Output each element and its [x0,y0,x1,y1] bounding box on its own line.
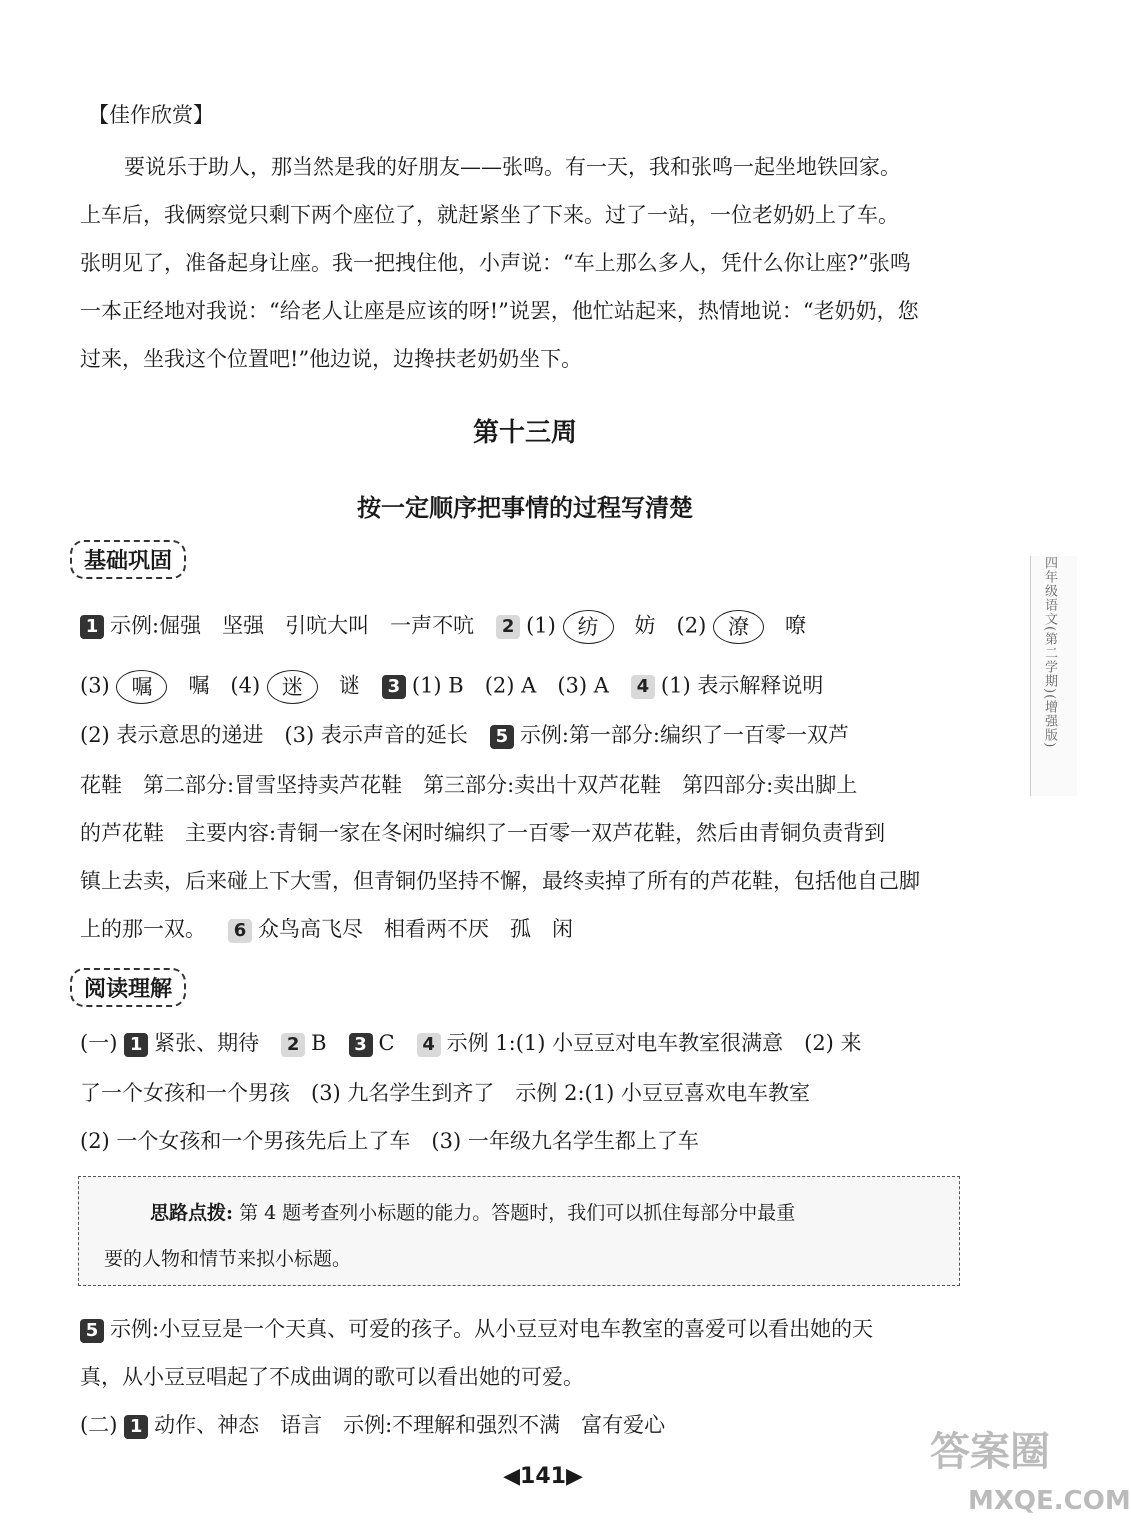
answer-line: 了一个女孩和一个男孩 (3) 九名学生到齐了 示例 2:(1) 小豆豆喜欢电车教室 [80,1081,810,1105]
answer-text: 示例:第一部分:编织了一百零一双芦 [519,723,849,747]
answer-text: 示例:小豆豆是一个天真、可爱的孩子。从小豆豆对电车教室的喜爱可以看出她的天 [110,1317,874,1341]
answer-text: B [311,1031,327,1055]
question-number: 3 [349,1033,373,1057]
answer-text: (3) [80,673,110,698]
week-title: 第十三周 [472,418,577,448]
answer-text: (一) [80,1031,118,1055]
answer-text: 谜 [338,673,360,698]
question-number: 1 [124,1033,148,1057]
paragraph-line: 一本正经地对我说：“给老人让座是应该的呀!”说罢，他忙站起来，热情地说：“老奶奶，您 [80,299,919,323]
answer-line [80,610,806,644]
question-number: 5 [490,725,514,749]
answer-line: 镇上去卖，后来碰上下大雪，但青铜仍坚持不懈，最终卖掉了所有的芦花鞋，包括他自己脚 [80,869,920,893]
answer-text: (1) B (2) A (3) A [411,673,609,698]
answer-text: 妨 (2) [634,613,707,638]
answer-text: (1) [526,613,556,638]
answer-line: 的芦花鞋 主要内容:青铜一家在冬闲时编织了一百零一双芦花鞋，然后由青铜负责背到 [80,821,886,845]
answer-line [80,914,573,944]
answer-text: 动作、神态 语言 示例:不理解和强烈不满 富有爱心 [154,1413,666,1437]
question-number: 2 [281,1033,305,1057]
answer-text: (二) [80,1413,118,1437]
question-number: 6 [228,919,252,943]
answer-text: 嘱 (4) [188,673,261,698]
paragraph-line: 过来，坐我这个位置吧!”他边说，边搀扶老奶奶坐下。 [80,347,583,371]
question-number: 5 [80,1319,104,1343]
answer-line [80,720,849,750]
paragraph-line: 上车后，我俩察觉只剩下两个座位了，就赶紧坐了下来。过了一站，一位老奶奶上了车。 [80,203,899,227]
question-number: 4 [631,675,655,699]
tip-line: 要的人物和情节来拟小标题。 [104,1248,352,1270]
watermark: 答案圈 [930,1429,1050,1475]
topic-title: 按一定顺序把事情的过程写清楚 [357,494,693,522]
question-number: 1 [80,615,104,639]
answer-text: 示例:倔强 坚强 引吭大叫 一声不吭 [110,613,475,638]
answer-text: (2) 表示意思的递进 (3) 表示声音的延长 [80,723,468,747]
circled-char: 潦 [713,610,764,644]
answer-text: 紧张、期待 [154,1031,260,1055]
answer-text: 嘹 [784,613,806,638]
watermark-url: MXQE.COM [968,1486,1131,1516]
answer-line [80,1028,862,1058]
answer-text: C [378,1031,395,1055]
question-number: 2 [496,615,520,639]
side-tab-text: 四年级语文(第二学期)(增强版) [1042,556,1057,749]
circled-char: 迷 [267,670,318,704]
question-number: 1 [124,1415,148,1439]
answer-line [80,1410,665,1440]
answer-line [80,1314,873,1344]
answer-text: 上的那一双。 [80,917,206,941]
paragraph-line: 要说乐于助人，那当然是我的好朋友——张鸣。有一天，我和张鸣一起坐地铁回家。 [124,155,901,179]
page-number: ◀141▶ [503,1464,583,1489]
answer-text: (1) 表示解释说明 [660,673,824,698]
circled-char: 嘱 [116,670,167,704]
circled-char: 纺 [563,610,614,644]
paragraph-line: 张明见了，准备起身让座。我一把拽住他，小声说：“车上那么多人，凭什么你让座?”张鸣 [80,251,911,275]
tip-label: 思路点拨: [150,1202,234,1224]
question-number: 4 [417,1033,441,1057]
tip-text: 第 4 题考查列小标题的能力。答题时，我们可以抓住每部分中最重 [239,1202,796,1224]
answer-line [80,670,823,704]
answer-line: (2) 一个女孩和一个男孩先后上了车 (3) 一年级九名学生都上了车 [80,1129,699,1153]
answer-line: 真，从小豆豆唱起了不成曲调的歌可以看出她的可爱。 [80,1365,584,1389]
answer-text: 众鸟高飞尽 相看两不厌 孤 闲 [258,917,573,941]
section-header: 【佳作欣赏】 [88,103,214,127]
section-tag-reading: 阅读理解 [70,968,186,1007]
answer-line: 花鞋 第二部分:冒雪坚持卖芦花鞋 第三部分:卖出十双芦花鞋 第四部分:卖出脚上 [80,773,858,797]
answer-text: 示例 1:(1) 小豆豆对电车教室很满意 (2) 来 [446,1031,862,1055]
question-number: 3 [382,675,406,699]
tip-line [150,1198,795,1225]
section-tag-basic: 基础巩固 [70,540,186,579]
